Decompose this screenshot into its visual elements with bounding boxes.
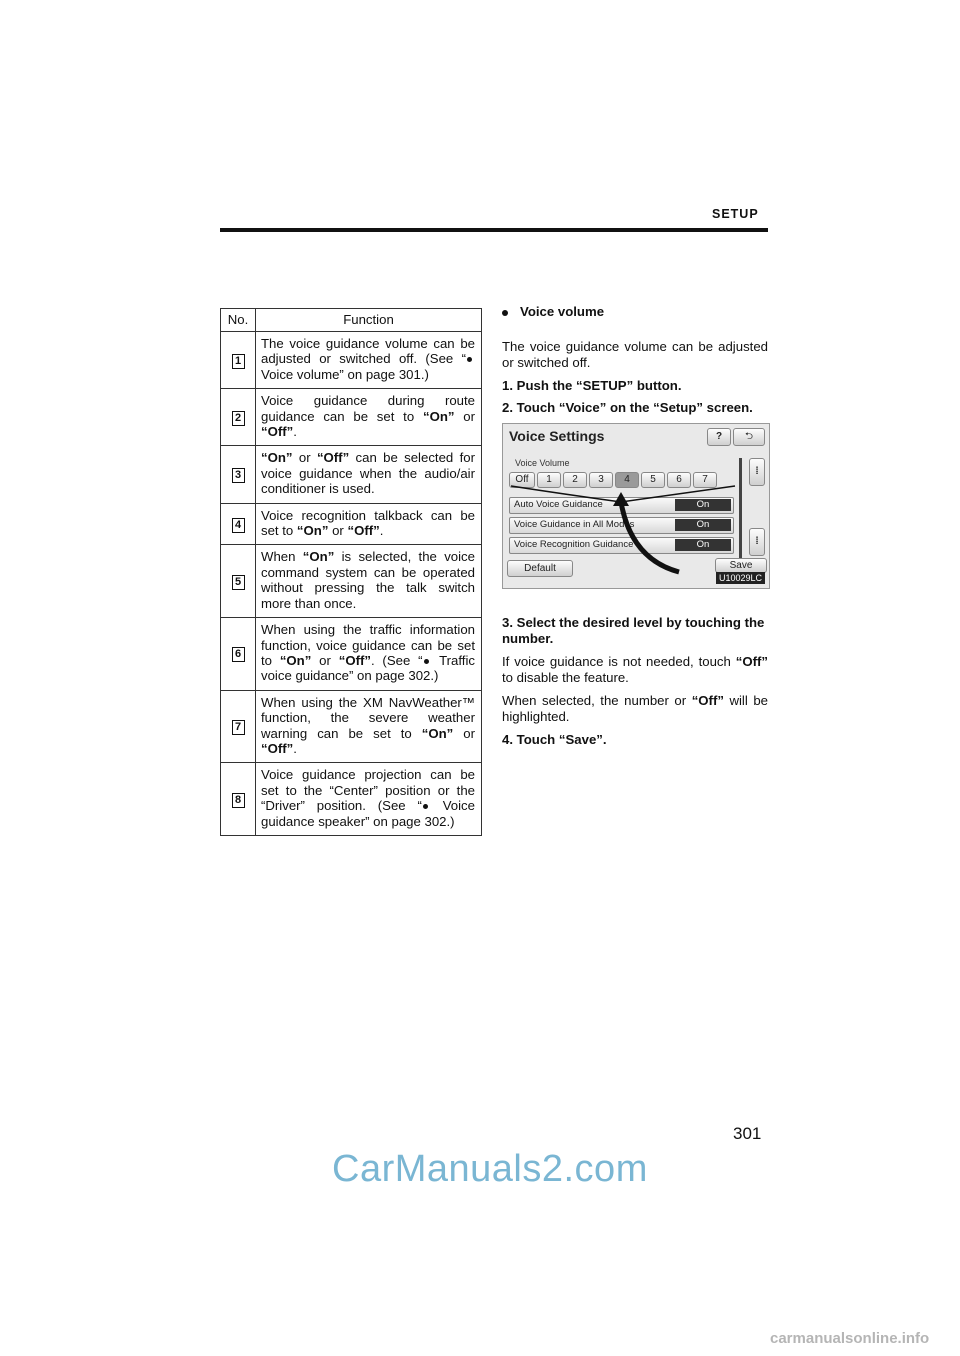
table-row [221, 503, 482, 545]
scroll-up-button[interactable]: ⁞ [749, 458, 765, 486]
bullet-icon [424, 659, 429, 664]
function-cell [256, 332, 482, 389]
row-number-badge: 4 [232, 518, 245, 533]
row-number-cell [221, 389, 256, 446]
row-number-cell [221, 332, 256, 389]
row-number-badge: 7 [232, 720, 245, 735]
function-text: or [311, 652, 339, 668]
function-text: or [454, 408, 475, 424]
function-table [220, 308, 482, 836]
volume-level-button[interactable]: 2 [563, 472, 587, 488]
function-text: . [379, 523, 384, 539]
screen-title: Voice Settings [509, 428, 605, 444]
bullet-icon [467, 357, 472, 362]
function-text: or [453, 725, 475, 741]
function-cell [256, 446, 482, 503]
function-text: Voice recognition talkback can be set to [261, 507, 475, 539]
row-number-cell [221, 618, 256, 691]
function-text: . [293, 424, 297, 440]
default-button[interactable]: Default [507, 560, 573, 577]
function-cell [256, 503, 482, 545]
function-cell [256, 618, 482, 691]
row-number-badge: 8 [232, 793, 245, 808]
function-text: When using the traffic information function, voice guidance can be set to [261, 622, 475, 668]
watermark-carmanualsonline: carmanualsonline.info [770, 1330, 930, 1347]
emphasis-text: “Off” [316, 450, 350, 466]
function-text: Voice guidance speaker” on page 302.) [261, 798, 475, 829]
function-cell [256, 389, 482, 446]
row-number-cell [221, 690, 256, 763]
back-button[interactable]: ⮌ [733, 428, 765, 446]
table-row [221, 446, 482, 503]
save-button[interactable]: Save [715, 558, 767, 573]
col-no-header: No. [221, 309, 256, 332]
row-number-badge: 1 [232, 354, 245, 369]
row-number-badge: 5 [232, 575, 245, 590]
bullet-icon [423, 804, 428, 809]
table-row [221, 763, 482, 836]
function-cell [256, 763, 482, 836]
function-text: . (See “ [370, 652, 423, 668]
step-4: 4. Touch “Save”. [502, 732, 607, 748]
figure-code: U10029LC [716, 572, 765, 584]
emphasis-text: “Off” [338, 652, 371, 668]
voice-settings-screen [502, 423, 770, 589]
emphasis-text: “On” [296, 523, 329, 539]
volume-level-button[interactable]: 7 [693, 472, 717, 488]
volume-level-button[interactable]: Off [509, 472, 535, 488]
emphasis-text: “On” [279, 652, 312, 668]
function-text: can be selected for voice guidance when the audio/air conditioner is used. [261, 450, 475, 497]
volume-level-button[interactable]: 6 [667, 472, 691, 488]
volume-level-button[interactable]: 1 [537, 472, 561, 488]
function-text: or [328, 523, 348, 539]
col-function-header: Function [256, 309, 482, 332]
section-title: SETUP [712, 207, 759, 221]
paragraph-off: If voice guidance is not needed, touch “Off” to disable the feature. [502, 654, 768, 686]
header-rule [220, 228, 768, 232]
callout-arrow-svg [503, 424, 769, 588]
table-row [221, 545, 482, 618]
function-text: . [293, 740, 297, 756]
volume-level-button[interactable]: 4 [615, 472, 639, 488]
function-text: Voice guidance during route guidance can be set to [261, 393, 475, 424]
emphasis-text: “Off” [261, 424, 294, 440]
emphasis-text: “On” [421, 725, 454, 741]
emphasis-text: “On” [422, 408, 455, 424]
page-number: 301 [733, 1124, 762, 1143]
row-number-badge: 2 [232, 411, 245, 426]
row-number-cell [221, 503, 256, 545]
volume-label: Voice Volume [515, 458, 570, 468]
function-cell [256, 545, 482, 618]
function-text: When using the XM NavWeather™ function, the severe weather warning can be set to [261, 694, 475, 741]
row-label: Auto Voice Guidance [514, 499, 603, 510]
step-1: 1. Push the “SETUP” button. [502, 378, 682, 394]
row-number-cell [221, 763, 256, 836]
volume-level-button[interactable]: 3 [589, 472, 613, 488]
row-label: Voice Guidance in All Modes [514, 519, 635, 530]
intro-paragraph: The voice guidance volume can be adjusted or switched off. [502, 339, 768, 371]
row-number-badge: 6 [232, 647, 245, 662]
emphasis-text: “On” [261, 450, 293, 466]
table-row [221, 389, 482, 446]
row-number-cell [221, 545, 256, 618]
voice-volume-heading: Voice volume [502, 304, 768, 320]
bullet-icon [502, 310, 508, 316]
row-value[interactable]: On [675, 499, 731, 511]
row-label: Voice Recognition Guidance [514, 539, 634, 550]
table-header [221, 309, 482, 332]
row-value[interactable]: On [675, 519, 731, 531]
table-row [221, 690, 482, 763]
function-text: Voice guidance projection can be set to the “Center” position or the “Driver” position. (See “ [261, 767, 475, 814]
function-text: or [292, 450, 317, 466]
function-text: Traffic voice guidance” on page 302.) [261, 652, 475, 684]
function-cell [256, 690, 482, 763]
emphasis-text: “Off” [347, 523, 380, 539]
function-text: The voice guidance volume can be adjusted or switched off. (See “ [261, 336, 475, 367]
scroll-down-button[interactable]: ⁞ [749, 528, 765, 556]
table-row [221, 332, 482, 389]
row-number-badge: 3 [232, 468, 245, 483]
table-row [221, 618, 482, 691]
paragraph-highlight: When selected, the number or “Off” will be highlighted. [502, 693, 768, 725]
function-text: Voice volume” on page 301.) [261, 366, 429, 382]
help-button[interactable]: ? [707, 428, 731, 446]
volume-level-button[interactable]: 5 [641, 472, 665, 488]
function-text: is selected, the voice command system can be operated without pressing the talk switch more than once. [261, 549, 475, 611]
function-text: When [261, 549, 303, 565]
step-3: 3. Select the desired level by touching the number. [502, 615, 765, 647]
emphasis-text: “On” [302, 549, 335, 565]
row-number-cell [221, 446, 256, 503]
step-2: 2. Touch “Voice” on the “Setup” screen. [502, 400, 753, 416]
row-value[interactable]: On [675, 539, 731, 551]
emphasis-text: “Off” [261, 740, 294, 756]
watermark-carmanuals2: CarManuals2.com [332, 1148, 648, 1190]
